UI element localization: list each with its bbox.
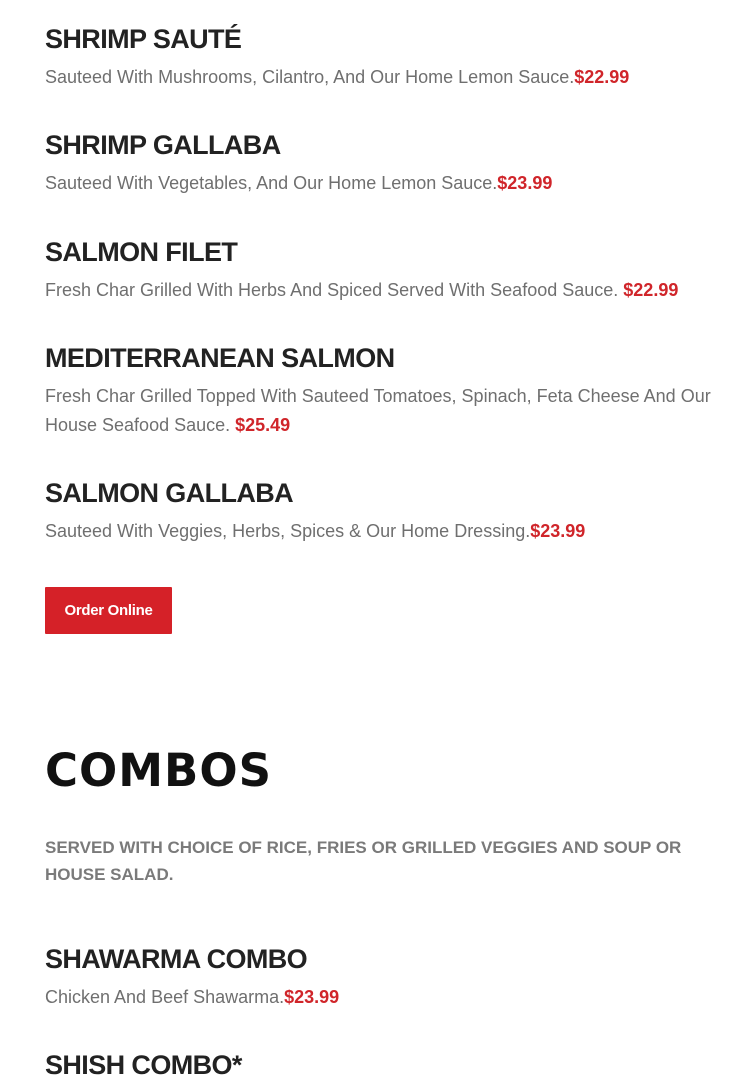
order-online-button[interactable]: Order Online — [45, 587, 172, 634]
item-description-text: Fresh Char Grilled With Herbs And Spiced Served With Seafood Sauce. — [45, 280, 624, 300]
item-description — [45, 169, 725, 198]
item-title: SHISH COMBO* — [45, 1050, 242, 1080]
item-title: MEDITERRANEAN SALMON — [45, 343, 395, 373]
item-description — [45, 276, 725, 305]
item-title: SALMON GALLABA — [45, 478, 294, 508]
item-description-text: Sauteed With Veggies, Herbs, Spices & Our Home Dressing. — [45, 521, 531, 541]
item-description-text: Fresh Char Grilled Topped With Sauteed Tomatoes, Spinach, Feta Cheese And Our House Seafood Sauce. — [45, 386, 711, 435]
item-description — [45, 63, 725, 92]
item-description-text: Chicken And Beef Shawarma. — [45, 987, 285, 1007]
item-price: $25.49 — [235, 415, 291, 435]
item-price: $23.99 — [497, 173, 553, 193]
item-price: $22.99 — [574, 67, 630, 87]
item-title: SALMON FILET — [45, 237, 238, 267]
item-title: SHAWARMA COMBO — [45, 944, 308, 974]
item-description-text: Sauteed With Mushrooms, Cilantro, And Our Home Lemon Sauce. — [45, 67, 575, 87]
combos-serving-note: SERVED WITH CHOICE OF RICE, FRIES OR GRILLED VEGGIES AND SOUP OR HOUSE SALAD. — [45, 838, 682, 884]
item-title: SHRIMP GALLABA — [45, 130, 281, 160]
item-price: $23.99 — [284, 987, 340, 1007]
section-title-combos: COMBOS — [45, 744, 273, 797]
item-description-text: Sauteed With Vegetables, And Our Home Lemon Sauce. — [45, 173, 498, 193]
item-description — [45, 382, 725, 440]
item-title: SHRIMP SAUTÉ — [45, 24, 242, 54]
item-price: $23.99 — [530, 521, 586, 541]
item-description — [45, 983, 725, 1012]
item-price: $22.99 — [623, 280, 679, 300]
item-description — [45, 517, 725, 546]
